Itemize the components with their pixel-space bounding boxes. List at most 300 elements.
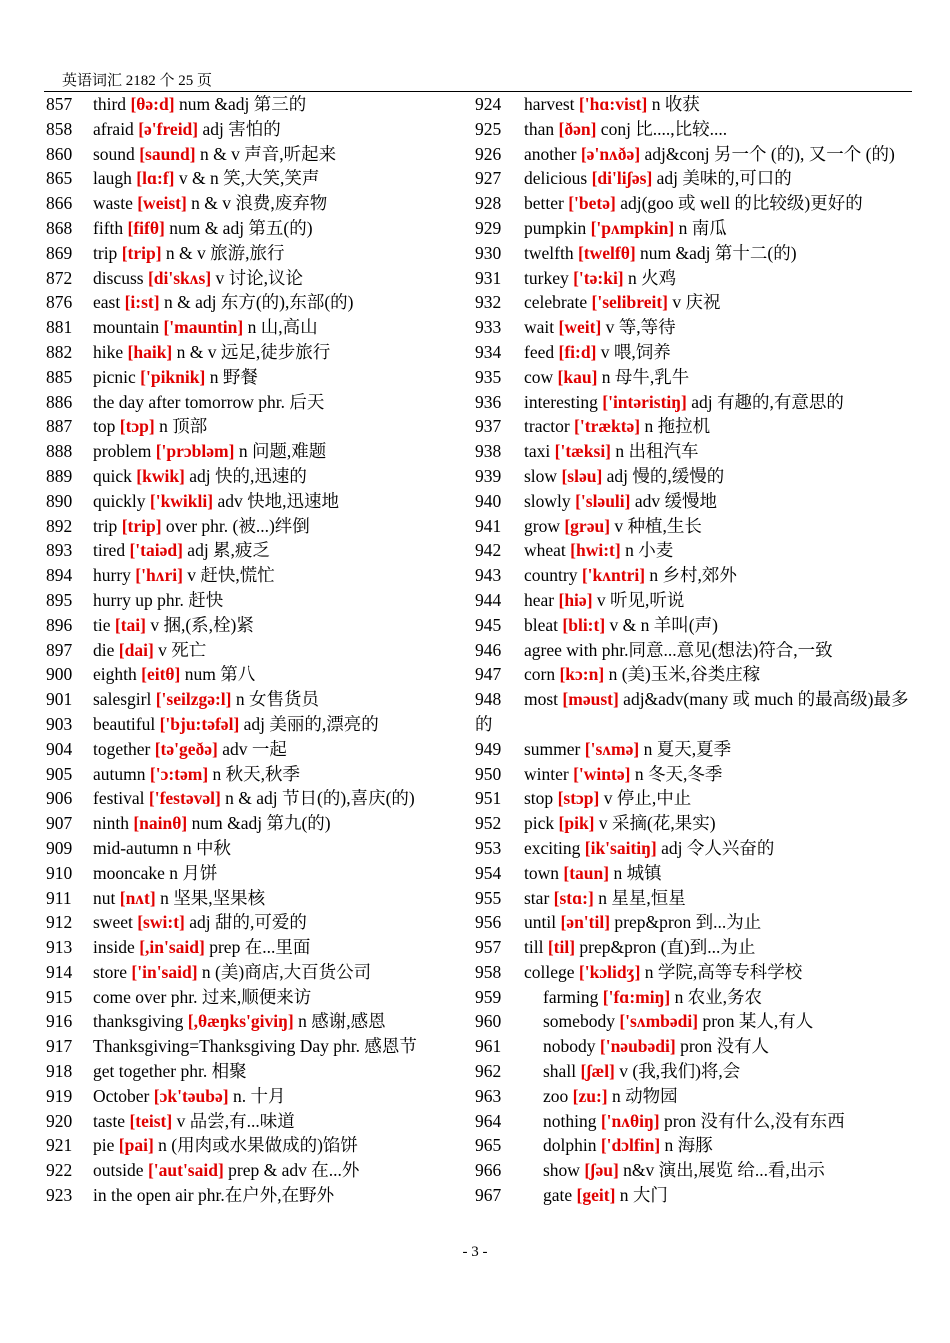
entry-number: 904 bbox=[46, 738, 73, 759]
entry-definition: n 山,高山 bbox=[243, 317, 318, 338]
entry-definition: prep 在...里面 bbox=[204, 937, 311, 958]
entry-definition: n & adj 节日(的),喜庆(的) bbox=[220, 788, 415, 809]
entry-definition: n & adj 东方(的),东部(的) bbox=[159, 292, 354, 313]
entry-definition: v 死亡 bbox=[153, 639, 207, 660]
entry-number: 945 bbox=[475, 614, 502, 635]
entry-word: feed bbox=[524, 341, 555, 362]
vocab-entry bbox=[475, 737, 915, 762]
vocab-entry bbox=[475, 836, 915, 861]
entry-phonetic: ['piknik] bbox=[140, 366, 206, 387]
entry-definition: n 顶部 bbox=[154, 416, 208, 437]
entry-definition: prep & adv 在...外 bbox=[223, 1160, 360, 1181]
vocab-column-left bbox=[46, 92, 464, 1208]
vocab-entry bbox=[475, 1059, 915, 1084]
entry-definition: n 夏天,夏季 bbox=[639, 738, 732, 759]
entry-phonetic: [geit] bbox=[576, 1185, 616, 1206]
entry-word: taxi bbox=[524, 441, 551, 462]
entry-definition: n 小麦 bbox=[620, 540, 674, 561]
entry-word: tired bbox=[93, 540, 126, 561]
entry-number: 872 bbox=[46, 267, 73, 288]
entry-phonetic: [,in'said] bbox=[139, 937, 205, 958]
entry-definition: phr. 赶快 bbox=[152, 589, 224, 610]
entry-phonetic: [ik'saitiŋ] bbox=[584, 837, 657, 858]
entry-phonetic: ['sləuli] bbox=[575, 490, 631, 511]
entry-definition: n 大门 bbox=[615, 1185, 668, 1206]
entry-definition: adj 美丽的,漂亮的 bbox=[239, 713, 379, 734]
entry-number: 860 bbox=[46, 143, 73, 164]
entry-definition: n 月饼 bbox=[164, 862, 218, 883]
entry-number: 951 bbox=[475, 788, 502, 809]
entry-number: 966 bbox=[475, 1160, 502, 1181]
vocab-entry bbox=[475, 340, 915, 365]
entry-definition: v 采摘(花,果实) bbox=[594, 813, 716, 834]
entry-number: 869 bbox=[46, 242, 73, 263]
entry-phonetic: [nainθ] bbox=[133, 813, 188, 834]
entry-phonetic: ['wintə] bbox=[573, 763, 631, 784]
entry-number: 954 bbox=[475, 862, 502, 883]
entry-word: October bbox=[93, 1085, 150, 1106]
vocab-entry bbox=[475, 1158, 915, 1183]
entry-word: third bbox=[93, 94, 127, 114]
entry-number: 956 bbox=[475, 912, 502, 933]
entry-word: together bbox=[93, 738, 151, 759]
entry-phonetic: [trip] bbox=[121, 515, 162, 536]
entry-definition: v & n 羊叫(声) bbox=[605, 614, 718, 635]
entry-phonetic: [pai] bbox=[118, 1135, 154, 1156]
entry-word: hear bbox=[524, 589, 555, 610]
vocab-entry bbox=[46, 662, 464, 687]
entry-definition: n & v 浪费,废弃物 bbox=[186, 193, 328, 214]
vocab-entry bbox=[46, 1059, 464, 1084]
vocab-entry bbox=[46, 687, 464, 712]
entry-phonetic: ['festəvəl] bbox=[148, 788, 221, 809]
entry-phonetic: ['fɑ:miŋ] bbox=[602, 986, 671, 1007]
entry-number: 907 bbox=[46, 813, 73, 834]
vocab-entry bbox=[46, 1109, 464, 1134]
entry-number: 950 bbox=[475, 763, 502, 784]
vocab-entry bbox=[46, 1034, 464, 1059]
entry-definition: adv 一起 bbox=[217, 738, 287, 759]
entry-phonetic: [tɔp] bbox=[119, 416, 155, 437]
entry-word: waste bbox=[93, 193, 133, 214]
entry-number: 900 bbox=[46, 664, 73, 685]
entry-definition: adj 令人兴奋的 bbox=[656, 837, 775, 858]
entry-word: pie bbox=[93, 1135, 115, 1156]
entry-word: get together bbox=[93, 1061, 177, 1082]
entry-number: 965 bbox=[475, 1135, 502, 1156]
entry-number: 927 bbox=[475, 168, 502, 189]
entry-definition: prep&pron 到...为止 bbox=[610, 912, 762, 933]
entry-word: inside bbox=[93, 937, 135, 958]
entry-number: 901 bbox=[46, 689, 73, 710]
entry-word: laugh bbox=[93, 168, 132, 189]
entry-definition: n 农业,务农 bbox=[670, 986, 763, 1007]
entry-number: 944 bbox=[475, 589, 502, 610]
entry-number: 929 bbox=[475, 217, 502, 238]
entry-phonetic: [stɔp] bbox=[557, 788, 600, 809]
entry-word: east bbox=[93, 292, 121, 313]
entry-phonetic: [swi:t] bbox=[137, 912, 185, 933]
entry-definition: pron 某人,有人 bbox=[698, 1011, 814, 1032]
entry-phonetic: [ʃæl] bbox=[580, 1061, 615, 1082]
entry-phonetic: [ʃəu] bbox=[584, 1160, 619, 1181]
entry-word: outside bbox=[93, 1160, 144, 1181]
entry-phonetic: ['tə:ki] bbox=[573, 267, 624, 288]
vocab-entry bbox=[475, 166, 915, 191]
entry-number: 912 bbox=[46, 912, 73, 933]
entry-definition: v 停止,中止 bbox=[599, 788, 692, 809]
vocab-entry bbox=[46, 1084, 464, 1109]
entry-number: 963 bbox=[475, 1085, 502, 1106]
entry-number: 923 bbox=[46, 1185, 73, 1206]
entry-number: 890 bbox=[46, 490, 73, 511]
vocab-entry bbox=[475, 266, 915, 291]
entry-word: top bbox=[93, 416, 116, 437]
vocab-entry bbox=[46, 1133, 464, 1158]
entry-word: hike bbox=[93, 341, 124, 362]
entry-word: eighth bbox=[93, 664, 137, 685]
entry-word: winter bbox=[524, 763, 569, 784]
vocab-entry bbox=[475, 538, 915, 563]
entry-word: gate bbox=[543, 1185, 573, 1206]
entry-phonetic: ['mauntin] bbox=[163, 317, 244, 338]
entry-word: salesgirl bbox=[93, 689, 152, 710]
entry-phonetic: ['selibreit] bbox=[591, 292, 668, 313]
entry-number: 943 bbox=[475, 565, 502, 586]
entry-number: 959 bbox=[475, 986, 502, 1007]
entry-word: stop bbox=[524, 788, 554, 809]
entry-definition: num 第八 bbox=[180, 664, 256, 685]
entry-definition: n 星星,恒星 bbox=[593, 887, 686, 908]
entry-phonetic: [twelfθ] bbox=[577, 242, 636, 263]
entry-definition: num & adj 第五(的) bbox=[164, 217, 313, 238]
vocab-entry bbox=[475, 1133, 915, 1158]
entry-word: in the open air bbox=[93, 1185, 194, 1206]
entry-word: picnic bbox=[93, 366, 136, 387]
vocab-entry bbox=[46, 836, 464, 861]
vocab-entry bbox=[46, 166, 464, 191]
vocab-entry bbox=[46, 414, 464, 439]
vocab-entry bbox=[475, 786, 915, 811]
vocab-entry bbox=[475, 886, 915, 911]
entry-word: mooncake bbox=[93, 862, 165, 883]
entry-number: 936 bbox=[475, 391, 502, 412]
entry-number: 887 bbox=[46, 416, 73, 437]
entry-number: 961 bbox=[475, 1036, 502, 1057]
entry-word: bleat bbox=[524, 614, 559, 635]
vocab-entry bbox=[46, 935, 464, 960]
vocab-entry bbox=[475, 762, 915, 787]
entry-definition: over phr. (被...)绊倒 bbox=[161, 515, 310, 536]
entry-word: another bbox=[524, 143, 577, 164]
entry-phonetic: [grəu] bbox=[564, 515, 611, 536]
entry-word: nothing bbox=[543, 1110, 597, 1131]
entry-number: 937 bbox=[475, 416, 502, 437]
entry-word: mid-autumn bbox=[93, 837, 179, 858]
entry-definition: v 捆,(系,栓)紧 bbox=[145, 614, 254, 635]
entry-definition: prep&pron (直)到...为止 bbox=[575, 937, 756, 958]
entry-number: 940 bbox=[475, 490, 502, 511]
entry-number: 868 bbox=[46, 217, 73, 238]
entry-definition: v 庆祝 bbox=[667, 292, 721, 313]
entry-phonetic: [ən'til] bbox=[560, 912, 611, 933]
page-header: 英语词汇 2182 个 25 页 bbox=[62, 73, 213, 89]
entry-definition: n 中秋 bbox=[178, 837, 232, 858]
entry-number: 897 bbox=[46, 639, 73, 660]
entry-phonetic: ['nəubədi] bbox=[599, 1036, 676, 1057]
vocab-entry bbox=[475, 315, 915, 340]
entry-phonetic: [di'liʃəs] bbox=[591, 168, 653, 189]
entry-definition: adj(goo 或 well 的比较级)更好的 bbox=[615, 193, 863, 214]
vocab-entry bbox=[46, 390, 464, 415]
entry-number: 941 bbox=[475, 515, 502, 536]
entry-number: 932 bbox=[475, 292, 502, 313]
entry-number: 938 bbox=[475, 441, 502, 462]
entry-number: 958 bbox=[475, 961, 502, 982]
entry-number: 906 bbox=[46, 788, 73, 809]
entry-word: Thanksgiving=Thanksgiving Day bbox=[93, 1036, 329, 1057]
entry-word: country bbox=[524, 565, 578, 586]
vocab-entry bbox=[46, 191, 464, 216]
entry-word: farming bbox=[543, 986, 599, 1007]
entry-definition: n 收获 bbox=[647, 94, 700, 114]
entry-number: 865 bbox=[46, 168, 73, 189]
vocab-entry bbox=[475, 910, 915, 935]
entry-definition: n 感谢,感恩 bbox=[293, 1011, 386, 1032]
entry-word: autumn bbox=[93, 763, 146, 784]
vocab-entry bbox=[46, 439, 464, 464]
entry-phonetic: [haik] bbox=[127, 341, 173, 362]
entry-number: 917 bbox=[46, 1036, 73, 1057]
entry-phonetic: ['ɔ:təm] bbox=[149, 763, 209, 784]
entry-word: die bbox=[93, 639, 115, 660]
entry-definition: n & v 声音,听起来 bbox=[195, 143, 337, 164]
entry-number: 955 bbox=[475, 887, 502, 908]
entry-word: taste bbox=[93, 1110, 126, 1131]
entry-number: 909 bbox=[46, 837, 73, 858]
entry-word: show bbox=[543, 1160, 580, 1181]
entry-phonetic: [eitθ] bbox=[141, 664, 181, 685]
vocab-entry bbox=[46, 365, 464, 390]
entry-number: 949 bbox=[475, 738, 502, 759]
vocab-entry bbox=[475, 638, 915, 663]
vocab-entry bbox=[475, 290, 915, 315]
entry-word: turkey bbox=[524, 267, 569, 288]
entry-definition: pron 没有人 bbox=[675, 1036, 770, 1057]
entry-word: trip bbox=[93, 242, 118, 263]
entry-definition: n&v 演出,展览 给...看,出示 bbox=[618, 1160, 825, 1181]
vocab-entry bbox=[46, 241, 464, 266]
entry-definition: phr.在户外,在野外 bbox=[193, 1185, 335, 1206]
entry-number: 866 bbox=[46, 193, 73, 214]
entry-definition: adv 快地,迅速地 bbox=[213, 490, 339, 511]
entry-phonetic: ['hʌri] bbox=[135, 565, 183, 586]
vocab-entry bbox=[46, 613, 464, 638]
entry-number: 947 bbox=[475, 664, 502, 685]
entry-phonetic: ['træktə] bbox=[574, 416, 641, 437]
entry-definition: phr.同意...意见(想法)符合,一致 bbox=[597, 639, 833, 660]
entry-number: 933 bbox=[475, 317, 502, 338]
entry-definition: num &adj 第十二(的) bbox=[635, 242, 797, 263]
entry-word: thanksgiving bbox=[93, 1011, 184, 1032]
entry-word: celebrate bbox=[524, 292, 588, 313]
entry-number: 957 bbox=[475, 937, 502, 958]
entry-definition: v (我,我们)将,会 bbox=[614, 1061, 741, 1082]
vocab-entry bbox=[46, 910, 464, 935]
entry-word: shall bbox=[543, 1061, 577, 1082]
entry-phonetic: ['betə] bbox=[568, 193, 616, 214]
vocab-entry bbox=[475, 613, 915, 638]
entry-number: 892 bbox=[46, 515, 73, 536]
entry-phonetic: [hwi:t] bbox=[570, 540, 621, 561]
vocab-entry bbox=[46, 290, 464, 315]
entry-word: star bbox=[524, 887, 550, 908]
vocab-entry bbox=[46, 142, 464, 167]
vocab-entry bbox=[46, 811, 464, 836]
vocab-entry bbox=[46, 762, 464, 787]
entry-number: 922 bbox=[46, 1160, 73, 1181]
entry-definition: num &adj 第九(的) bbox=[187, 813, 331, 834]
entry-phonetic: [nʌt] bbox=[119, 887, 156, 908]
entry-word: hurry bbox=[93, 565, 131, 586]
entry-phonetic: [weit] bbox=[558, 317, 602, 338]
entry-word: hurry up bbox=[93, 589, 153, 610]
entry-definition: n 拖拉机 bbox=[640, 416, 711, 437]
entry-definition: v 喂,饲养 bbox=[596, 341, 671, 362]
entry-definition: phr. 过来,顺便来访 bbox=[166, 986, 312, 1007]
entry-phonetic: [sləu] bbox=[561, 465, 603, 486]
entry-phonetic: [pik] bbox=[558, 813, 595, 834]
vocab-entry bbox=[46, 737, 464, 762]
vocab-entry bbox=[475, 1034, 915, 1059]
entry-definition: phr. 后天 bbox=[253, 391, 325, 412]
vocab-entry bbox=[46, 1158, 464, 1183]
entry-definition: n 出租汽车 bbox=[611, 441, 699, 462]
entry-word: ninth bbox=[93, 813, 129, 834]
entry-word: twelfth bbox=[524, 242, 574, 263]
entry-number: 903 bbox=[46, 713, 73, 734]
entry-word: than bbox=[524, 118, 555, 139]
entry-phonetic: ['sʌmə] bbox=[584, 738, 640, 759]
vocab-entry bbox=[475, 514, 915, 539]
vocab-entry bbox=[46, 786, 464, 811]
entry-word: fifth bbox=[93, 217, 124, 238]
vocab-entry bbox=[475, 241, 915, 266]
entry-number: 920 bbox=[46, 1110, 73, 1131]
entry-word: problem bbox=[93, 441, 152, 462]
entry-definition: v 赶快,慌忙 bbox=[182, 565, 275, 586]
entry-phonetic: ['in'said] bbox=[131, 961, 198, 982]
vocab-entry bbox=[46, 588, 464, 613]
entry-definition: adj 害怕的 bbox=[198, 118, 281, 139]
entry-number: 905 bbox=[46, 763, 73, 784]
vocab-entry bbox=[46, 315, 464, 340]
vocab-entry bbox=[46, 886, 464, 911]
entry-word: nut bbox=[93, 887, 116, 908]
entry-phonetic: ['dɔlfin] bbox=[600, 1135, 661, 1156]
vocab-entry bbox=[475, 985, 915, 1010]
entry-word: until bbox=[524, 912, 557, 933]
entry-phonetic: ['sʌmbədi] bbox=[619, 1011, 699, 1032]
entry-word: harvest bbox=[524, 94, 575, 114]
entry-definition: adj&adv(many 或 much 的最高级)最多的 bbox=[475, 689, 909, 734]
entry-phonetic: [taun] bbox=[563, 862, 610, 883]
entry-word: college bbox=[524, 961, 575, 982]
entry-word: zoo bbox=[543, 1085, 569, 1106]
entry-word: summer bbox=[524, 738, 581, 759]
entry-word: corn bbox=[524, 664, 556, 685]
entry-number: 914 bbox=[46, 961, 73, 982]
entry-phonetic: ['taiəd] bbox=[129, 540, 183, 561]
entry-number: 962 bbox=[475, 1061, 502, 1082]
entry-number: 942 bbox=[475, 540, 502, 561]
entry-definition: conj 比....,比较.... bbox=[596, 118, 728, 139]
entry-definition: adj 甜的,可爱的 bbox=[184, 912, 307, 933]
entry-phonetic: ['tæksi] bbox=[554, 441, 612, 462]
entry-definition: adj 慢的,缓慢的 bbox=[602, 465, 725, 486]
entry-definition: n. 十月 bbox=[228, 1085, 286, 1106]
entry-definition: adj 美味的,可口的 bbox=[652, 168, 792, 189]
entry-definition: num &adj 第三的 bbox=[174, 94, 307, 114]
entry-phonetic: [kɔ:n] bbox=[559, 664, 605, 685]
entry-definition: phr. 感恩节 bbox=[328, 1036, 417, 1057]
entry-number: 886 bbox=[46, 391, 73, 412]
entry-definition: adj 累,疲乏 bbox=[182, 540, 270, 561]
entry-phonetic: [teist] bbox=[129, 1110, 173, 1131]
entry-definition: n 城镇 bbox=[609, 862, 662, 883]
entry-number: 858 bbox=[46, 118, 73, 139]
entry-word: sweet bbox=[93, 912, 133, 933]
entry-word: mountain bbox=[93, 317, 160, 338]
entry-word: discuss bbox=[93, 267, 144, 288]
entry-phonetic: ['hɑ:vist] bbox=[578, 94, 648, 114]
entry-definition: n 野餐 bbox=[205, 366, 258, 387]
entry-word: trip bbox=[93, 515, 118, 536]
entry-word: sound bbox=[93, 143, 135, 164]
entry-number: 885 bbox=[46, 366, 73, 387]
entry-number: 876 bbox=[46, 292, 73, 313]
entry-definition: n (美)玉米,谷类庄稼 bbox=[604, 664, 761, 685]
entry-number: 953 bbox=[475, 837, 502, 858]
entry-phonetic: [ɔk'təubə] bbox=[153, 1085, 229, 1106]
entry-phonetic: [kau] bbox=[557, 366, 598, 387]
entry-definition: phr. 相聚 bbox=[176, 1061, 247, 1082]
entry-definition: n 坚果,坚果核 bbox=[155, 887, 266, 908]
entry-phonetic: [,θæŋks'giviŋ] bbox=[187, 1011, 294, 1032]
entry-number: 882 bbox=[46, 341, 73, 362]
entry-definition: pron 没有什么,没有东西 bbox=[659, 1110, 845, 1131]
vocab-entry bbox=[475, 365, 915, 390]
entry-number: 888 bbox=[46, 441, 73, 462]
entry-number: 939 bbox=[475, 465, 502, 486]
vocab-entry bbox=[46, 489, 464, 514]
entry-phonetic: ['intəristiŋ] bbox=[602, 391, 687, 412]
vocab-entry bbox=[46, 538, 464, 563]
vocab-entry bbox=[475, 216, 915, 241]
entry-phonetic: [fi:d] bbox=[558, 341, 597, 362]
entry-definition: adj 快的,迅速的 bbox=[184, 465, 307, 486]
entry-word: quickly bbox=[93, 490, 146, 511]
entry-word: the day after tomorrow bbox=[93, 391, 254, 412]
entry-number: 894 bbox=[46, 565, 73, 586]
vocab-entry bbox=[475, 1009, 915, 1034]
entry-phonetic: [tə'geðə] bbox=[154, 738, 218, 759]
entry-phonetic: [zu:] bbox=[572, 1085, 608, 1106]
vocab-entry bbox=[475, 414, 915, 439]
entry-number: 934 bbox=[475, 341, 502, 362]
entry-definition: n 动物园 bbox=[607, 1085, 678, 1106]
vocab-entry bbox=[46, 216, 464, 241]
